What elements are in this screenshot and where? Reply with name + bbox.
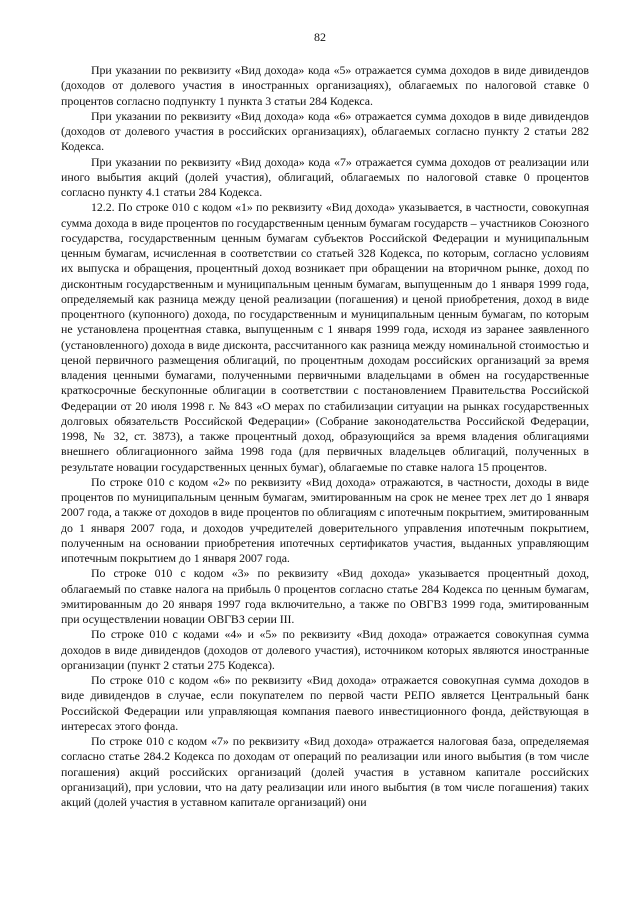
paragraph-section-12-2-code-1: 12.2. По строке 010 с кодом «1» по реквизиту «Вид дохода» указывается, в частности, совокупная сумма дохода в виде процентов по государственным ценным бумагам государств – участников Союзного государства, государственным ценным бумагам субъектов Российской Федерации и муниципальным ценным бумагам, исчисленная в соответствии со статьей 328 Кодекса, по которым, согласно условиям их выпуска и обращения, процентный доход возникает при обращении на вторичном рынке, доход по дисконтным государственным и муниципальным ценным бумагам, выпущенным до 1 января 1999 года, определяемый как разница между ценой реализации (погашения) и ценой приобретения, доход в виде процентного (купонного) дохода, по государственным и муниципальным ценным бумагам, по которым не установлена процентная ставка, выпущенным с 1 января 1999 года, исходя из заранее заявленного (установленного) дохода в виде дисконта, рассчитанного как разница между номинальной стоимостью и ценой первичного размещения облигаций, по процентным доходам российских организаций за время владения ценными бумагами, полученными первичными владельцами в обмен на государственные краткосрочные бескупонные облигации в соответствии с постановлением Правительства Российской Федерации от 20 июля 1998 г. № 843 «О мерах по стабилизации ситуации на рынках государственных долговых обязательств Российской Федерации» (Собрание законодательства Российской Федерации, 1998, № 32, ст. 3873), а также процентный доход, образующийся за время владения облигациями внешнего облигационного займа 1998 года (для первичных владельцев облигаций, полученных в результате новации государственных ценных бумаг), облагаемые по ставке налога 15 процентов. — [61, 200, 589, 474]
paragraph-line-010-code-6: По строке 010 с кодом «6» по реквизиту «Вид дохода» отражается совокупная сумма доходов в виде дивидендов в случае, если покупателем по первой части РЕПО является Центральный банк Российской Федерации или управляющая компания паевого инвестиционного фонда, действующая в интересах этого фонда. — [61, 673, 589, 733]
document-body — [61, 63, 589, 810]
paragraph-line-010-code-7: По строке 010 с кодом «7» по реквизиту «Вид дохода» отражается налоговая база, определяемая согласно статье 284.2 Кодекса по доходам от операций по реализации или иного выбытия (в том числе погашения) акций российских организаций (долей участия в уставном капитале российских организаций), при условии, что на дату реализации или иного выбытия (в том числе погашения) таких акций (долей участия в уставном капитале организаций) они — [61, 734, 589, 809]
paragraph-income-code-5: При указании по реквизиту «Вид дохода» кода «5» отражается сумма доходов в виде дивидендов (доходов от долевого участия в иностранных организациях), облагаемых по налоговой ставке 0 процентов согласно подпункту 1 пункта 3 статьи 284 Кодекса. — [61, 63, 589, 108]
paragraph-income-code-7: При указании по реквизиту «Вид дохода» кода «7» отражается сумма доходов от реализации или иного выбытия акций (долей участия), облигаций, облагаемых по налоговой ставке 0 процентов согласно пункту 4.1 статьи 284 Кодекса. — [61, 154, 589, 199]
page-number: 82 — [314, 30, 326, 44]
paragraph-line-010-code-2: По строке 010 с кодом «2» по реквизиту «Вид дохода» отражаются, в частности, доходы в виде процентов по муниципальным ценным бумагам, эмитированным на срок не менее трех лет до 1 января 2007 года, а также от доходов в виде процентов по облигациям с ипотечным покрытием, эмитированным до 1 января 2007 года, и доходов учредителей доверительного управления ипотечным покрытием, полученным на основании приобретения ипотечных сертификатов участия, выданных управляющим ипотечным покрытием до 1 января 2007 года. — [61, 474, 589, 565]
paragraph-income-code-6: При указании по реквизиту «Вид дохода» кода «6» отражается сумма доходов в виде дивидендов (доходов от долевого участия в российских организациях), облагаемых согласно пункту 2 статьи 282 Кодекса. — [61, 108, 589, 154]
paragraph-line-010-code-3: По строке 010 с кодом «3» по реквизиту «Вид дохода» указывается процентный доход, облагаемый по ставке налога на прибыль 0 процентов согласно статье 284 Кодекса по ценным бумагам, эмитированным до 20 января 1997 года включительно, а также по ОВГВЗ 1999 года, эмитированным при осуществлении новации ОВГВЗ серии III. — [61, 566, 589, 626]
paragraph-line-010-codes-4-5: По строке 010 с кодами «4» и «5» по реквизиту «Вид дохода» отражается совокупная сумма доходов в виде дивидендов (доходов от долевого участия), источником которых являются иностранные организации (пункт 2 статьи 275 Кодекса). — [61, 627, 589, 672]
